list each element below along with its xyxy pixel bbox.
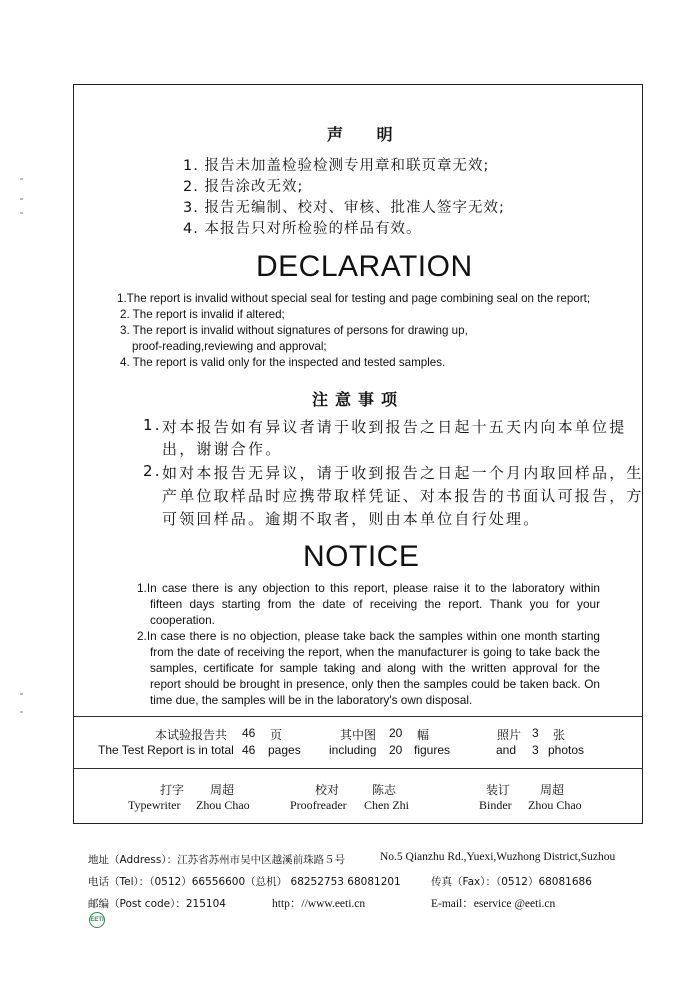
document-frame [73,84,643,824]
declaration-en-line: 1.The report is invalid without special seal for testing and page combining seal on the report; [117,292,591,305]
typewriter-name-en: Zhou Chao [196,798,250,812]
footer-website: http：//www.eeti.cn [272,898,366,910]
notice-cn-line: 对本报告如有异议者请于收到报告之日起十五天内向本单位提 [162,418,627,436]
footer-address-cn: 地址（Address）：江苏省苏州市吴中区越溪前珠路５号 [88,854,346,866]
pages-label-en: The Test Report is in total [98,743,234,757]
notice-cn-title: 注意事项 [312,390,405,409]
notice-en-line: 2.In case there is no objection, please take back the samples within one month starting [137,629,600,643]
proofreader-name-en: Chen Zhi [364,798,409,812]
declaration-cn-item: 2. 报告涂改无效; [183,179,304,195]
notice-cn-line: 如对本报告无异议，请于收到报告之日起一个月内取回样品，生 [162,464,644,482]
declaration-cn-item: 1. 报告未加盖检验检测专用章和联页章无效; [183,158,490,174]
footer-postcode: 邮编（Post code）：215104 [88,898,226,910]
photos-count: 3 [532,743,539,757]
binder-name-cn: 周超 [540,783,565,797]
footer-address-en: No.5 Qianzhu Rd.,Yuexi,Wuzhong District,Suzhou [380,851,616,863]
declaration-en-title: DECLARATION [256,250,473,283]
photos-unit-en: photos [548,743,585,757]
typewriter-label-cn: 打字 [160,783,185,797]
photos-label-cn: 照片 [497,728,522,742]
figures-unit-en: figures [414,743,451,757]
notice-cn-line: 出，谢谢合作。 [162,440,283,458]
typewriter-label-en: Typewriter [128,798,181,812]
notice-en-line: from the date of receiving the report, when the manufacturer is going to take back the [150,645,600,659]
pages-unit-cn: 页 [270,728,283,742]
figures-label-en: including [329,743,377,757]
divider [73,768,643,769]
notice-en-line: report should be brought in presence, only then the samples could be taken back. On [150,677,600,691]
notice-en-title: NOTICE [303,540,420,573]
binder-label-cn: 装订 [486,783,511,797]
footer-fax: 传真（Fax）：（0512）68081686 [431,876,592,888]
declaration-cn-item: 4. 本报告只对所检验的样品有效。 [183,221,422,237]
pages-count: 46 [242,743,256,757]
declaration-cn-title: 声 明 [327,125,407,144]
scan-mark [20,711,23,713]
eeti-logo-icon: EETI [89,912,105,928]
figures-count: 20 [389,726,403,740]
notice-cn-line: 可领回样品。逾期不取者，则由本单位自行处理。 [162,510,541,528]
figures-label-cn: 其中图 [340,728,377,742]
figures-count: 20 [389,743,403,757]
notice-cn-number: 1. [143,416,162,434]
declaration-cn-item: 3. 报告无编制、校对、审核、批准人签字无效; [183,200,505,216]
footer-tel: 电话（Tel）：（0512）66556600（总机） 68252753 68081201 [88,876,401,888]
scan-mark [20,212,23,214]
declaration-en-line: proof-reading,reviewing and approval; [132,340,327,353]
notice-en-line: samples, certificate for sample taking and along with the written approval for the [150,661,600,675]
pages-label-cn: 本试验报告共 [155,728,228,742]
photos-unit-cn: 张 [553,728,566,742]
notice-en-line: fifteen days starting from the date of receiving the report. Thank you for your [150,597,600,611]
notice-cn-line: 产单位取样品时应携带取样凭证、对本报告的书面认可报告，方 [162,487,644,505]
notice-en-line: 1.In case there is any objection to this report, please raise it to the laboratory within [137,581,600,595]
proofreader-name-cn: 陈志 [372,783,397,797]
proofreader-label-cn: 校对 [315,783,340,797]
binder-name-en: Zhou Chao [528,798,582,812]
divider [73,716,643,717]
scan-mark [20,198,23,200]
notice-cn-number: 2. [143,462,162,480]
photos-label-en: and [496,743,517,757]
typewriter-name-cn: 周超 [210,783,235,797]
pages-unit-en: pages [268,743,301,757]
notice-en-line: time due, the samples will be in the laboratory's own disposal. [150,693,473,707]
binder-label-en: Binder [479,798,512,812]
figures-unit-cn: 幅 [417,728,430,742]
scan-mark [20,693,23,695]
photos-count: 3 [532,726,539,740]
proofreader-label-en: Proofreader [290,798,347,812]
declaration-en-line: 4. The report is valid only for the inspected and tested samples. [120,356,446,369]
footer-email: E-mail：eservice @eeti.cn [431,898,556,910]
pages-count: 46 [242,726,256,740]
notice-en-line: cooperation. [150,613,215,627]
declaration-en-line: 2. The report is invalid if altered; [120,308,285,321]
declaration-en-line: 3. The report is invalid without signatures of persons for drawing up, [120,324,468,337]
scan-mark [20,178,23,180]
